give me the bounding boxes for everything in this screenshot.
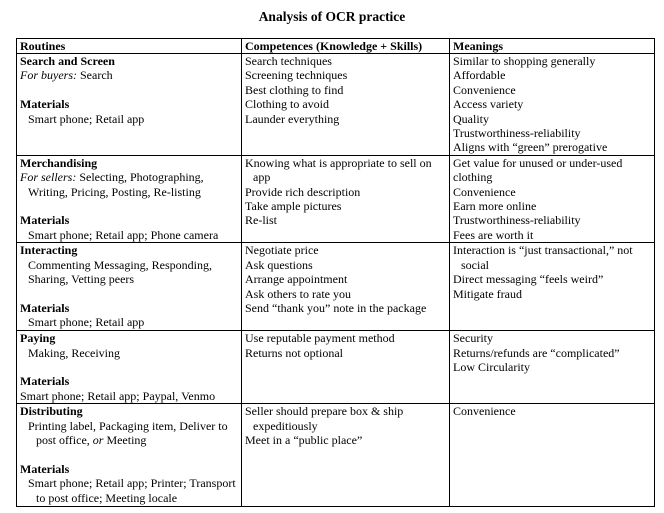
competence-item: Returns not optional bbox=[245, 345, 343, 360]
meaning-item: Aligns with “green” prerogative bbox=[453, 140, 608, 155]
competence-item: Seller should prepare box & ship expeditiously bbox=[245, 404, 404, 433]
routine-cell bbox=[17, 54, 242, 156]
meaning-item: Direct messaging “feels weird” bbox=[453, 272, 604, 287]
competences-cell bbox=[242, 331, 450, 404]
materials-label: Materials bbox=[20, 461, 70, 476]
meanings-cell bbox=[450, 404, 655, 507]
meaning-item: Trustworthiness-reliability bbox=[453, 126, 581, 141]
meanings-cell bbox=[450, 54, 655, 156]
meanings-cell bbox=[450, 155, 655, 242]
routine-name: Interacting bbox=[20, 243, 78, 258]
routine-cell bbox=[17, 331, 242, 404]
routine-name: Distributing bbox=[20, 404, 83, 419]
routine-actions bbox=[20, 170, 238, 199]
meaning-item: Returns/refunds are “complicated” bbox=[453, 345, 620, 360]
materials-label: Materials bbox=[20, 374, 70, 389]
routine-actions-text: Search bbox=[77, 68, 113, 83]
competence-item: Ask others to rate you bbox=[245, 286, 351, 301]
meaning-item: Trustworthiness-reliability bbox=[453, 213, 581, 228]
meaning-item: Quality bbox=[453, 111, 489, 126]
routine-actions: Making, Receiving bbox=[28, 345, 120, 360]
materials-text: Smart phone; Retail app; Printer; Transport to post office; Meeting locale bbox=[28, 476, 236, 505]
competence-item: Send “thank you” note in the package bbox=[245, 300, 427, 315]
table-row-merchandising bbox=[17, 155, 655, 242]
meaning-item: Access variety bbox=[453, 97, 524, 112]
routine-actions-text: Meeting bbox=[103, 433, 147, 448]
routine-cell bbox=[17, 404, 242, 507]
routine-name: Paying bbox=[20, 331, 56, 346]
competence-item: Ask questions bbox=[245, 257, 313, 272]
meaning-item: Security bbox=[453, 331, 493, 346]
competence-item: Arrange appointment bbox=[245, 272, 348, 287]
competence-item: Take ample pictures bbox=[245, 199, 342, 214]
competence-item: Provide rich description bbox=[245, 184, 361, 199]
competence-item: Search techniques bbox=[245, 54, 332, 68]
materials-text: Smart phone; Retail app; Paypal, Venmo bbox=[20, 388, 216, 403]
routine-actions bbox=[20, 68, 238, 82]
competence-item: Screening techniques bbox=[245, 68, 348, 83]
routine-actions-text: Printing label, Packaging item, Deliver to post office, bbox=[28, 418, 228, 448]
materials-text: Smart phone; Retail app bbox=[28, 315, 145, 330]
table-header-row bbox=[17, 39, 655, 54]
routine-actions-text: Selecting, Photographing, Writing, Pricing, Posting, Re-listing bbox=[28, 170, 204, 199]
header-meanings: Meanings bbox=[450, 39, 655, 54]
header-competences: Competences (Knowledge + Skills) bbox=[242, 39, 450, 54]
meaning-item: Convenience bbox=[453, 184, 516, 199]
meaning-item: Fees are worth it bbox=[453, 227, 534, 242]
materials-label: Materials bbox=[20, 300, 70, 315]
competence-item: Best clothing to find bbox=[245, 82, 344, 97]
meanings-cell bbox=[450, 331, 655, 404]
competence-item: Re-list bbox=[245, 213, 277, 228]
competence-item: Meet in a “public place” bbox=[245, 433, 363, 448]
meaning-item: Convenience bbox=[453, 82, 516, 97]
ocr-practice-table bbox=[16, 38, 655, 507]
competence-item: Negotiate price bbox=[245, 243, 319, 258]
materials-label: Materials bbox=[20, 97, 70, 112]
competences-cell bbox=[242, 243, 450, 331]
meaning-item: Affordable bbox=[453, 68, 506, 83]
meaning-item: Mitigate fraud bbox=[453, 286, 522, 301]
meaning-item: Get value for unused or under-used clothing bbox=[453, 155, 623, 185]
materials-text: Smart phone; Retail app; Phone camera bbox=[28, 227, 219, 242]
competence-item: Clothing to avoid bbox=[245, 97, 329, 112]
meanings-cell bbox=[450, 243, 655, 331]
header-routines: Routines bbox=[17, 39, 242, 54]
routine-actions bbox=[20, 419, 238, 448]
routine-role: For buyers: bbox=[20, 68, 77, 83]
meaning-item: Similar to shopping generally bbox=[453, 54, 596, 68]
meaning-item: Interaction is “just transactional,” not social bbox=[453, 243, 633, 272]
meaning-item: Convenience bbox=[453, 404, 516, 419]
meaning-item: Earn more online bbox=[453, 199, 537, 214]
competences-cell bbox=[242, 404, 450, 507]
table-row-paying bbox=[17, 331, 655, 404]
routine-actions-or: or bbox=[92, 433, 104, 448]
routine-cell bbox=[17, 155, 242, 242]
table-row-interacting bbox=[17, 243, 655, 331]
routine-actions: Commenting Messaging, Responding, Sharing, Vetting peers bbox=[28, 257, 212, 287]
materials-text: Smart phone; Retail app bbox=[28, 111, 145, 126]
routine-name: Merchandising bbox=[20, 155, 98, 170]
table-row-search-and-screen bbox=[17, 54, 655, 156]
routine-role: For sellers: bbox=[20, 170, 77, 185]
routine-name: Search and Screen bbox=[20, 54, 115, 68]
routine-cell bbox=[17, 243, 242, 331]
document-title: Analysis of OCR practice bbox=[258, 9, 406, 24]
materials-label: Materials bbox=[20, 213, 70, 228]
competences-cell bbox=[242, 155, 450, 242]
competence-item: Knowing what is appropriate to sell on app bbox=[245, 155, 432, 185]
table-row-distributing bbox=[17, 404, 655, 507]
competence-item: Launder everything bbox=[245, 111, 340, 126]
meaning-item: Low Circularity bbox=[453, 360, 530, 375]
competence-item: Use reputable payment method bbox=[245, 331, 395, 346]
competences-cell bbox=[242, 54, 450, 156]
